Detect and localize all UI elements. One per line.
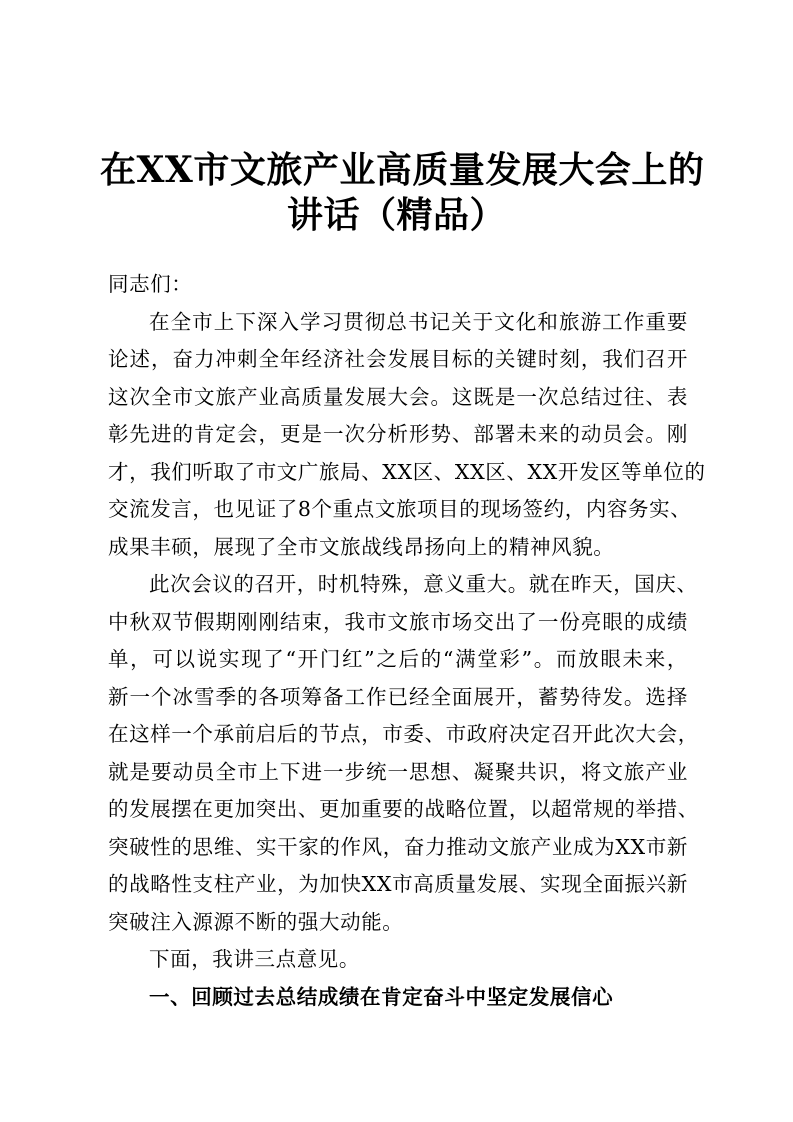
paragraph-line: 才，我们听取了市文广旅局、XX区、XX区、XX开发区等单位的 <box>108 459 706 484</box>
paragraph-line: 这次全市文旅产业高质量发展大会。这既是一次总结过往、表 <box>108 384 688 409</box>
paragraph-line: 彰先进的肯定会，更是一次分析形势、部署未来的动员会。刚 <box>108 422 688 446</box>
paragraph-line: 就是要动员全市上下进一步统一思想、凝聚共识，将文旅产业 <box>108 759 688 784</box>
paragraph-line: 的发展摆在更加突出、更加重要的战略位置，以超常规的举措、 <box>108 797 699 821</box>
paragraph-line: 的战略性支柱产业，为加快XX市高质量发展、实现全面振兴新 <box>108 872 688 896</box>
title-line: 在XX市文旅产业高质量发展大会上的 <box>100 149 705 191</box>
paragraph-line: 在全市上下深入学习贯彻总书记关于文化和旅游工作重要 <box>149 309 688 334</box>
paragraph-line: 突破性的思维、实干家的作风，奋力推动文旅产业成为XX市新 <box>108 834 688 859</box>
paragraph-line: 交流发言，也见证了8个重点文旅项目的现场签约，内容务实、 <box>108 497 692 521</box>
paragraph-line: 中秋双节假期刚刚结束，我市文旅市场交出了一份亮眼的成绩 <box>108 609 688 634</box>
paragraph-line: 在这样一个承前启后的节点，市委、市政府决定召开此次大会， <box>108 722 699 746</box>
paragraph-line: 论述，奋力冲刺全年经济社会发展目标的关键时刻，我们召开 <box>108 347 688 371</box>
title-line: 讲话（精品） <box>286 194 506 236</box>
paragraph-line: 此次会议的召开，时机特殊，意义重大。就在昨天，国庆、 <box>149 572 698 596</box>
paragraph-line: 新一个冰雪季的各项筹备工作已经全面展开，蓄势待发。选择 <box>108 684 688 709</box>
document-title <box>100 148 705 238</box>
paragraph-line: 突破注入源源不断的强大动能。 <box>108 909 404 934</box>
paragraph-line: 成果丰硕，展现了全市文旅战线昂扬向上的精神风貌。 <box>108 534 615 559</box>
section-heading: 一、回顾过去总结成绩在肯定奋斗中坚定发展信心 <box>149 984 614 1009</box>
paragraph-line: 单，可以说实现了“开门红”之后的“满堂彩”。而放眼未来， <box>108 647 688 671</box>
paragraph-line: 下面，我讲三点意见。 <box>149 947 360 971</box>
document-body <box>108 266 706 1016</box>
salutation: 同志们： <box>108 272 193 296</box>
